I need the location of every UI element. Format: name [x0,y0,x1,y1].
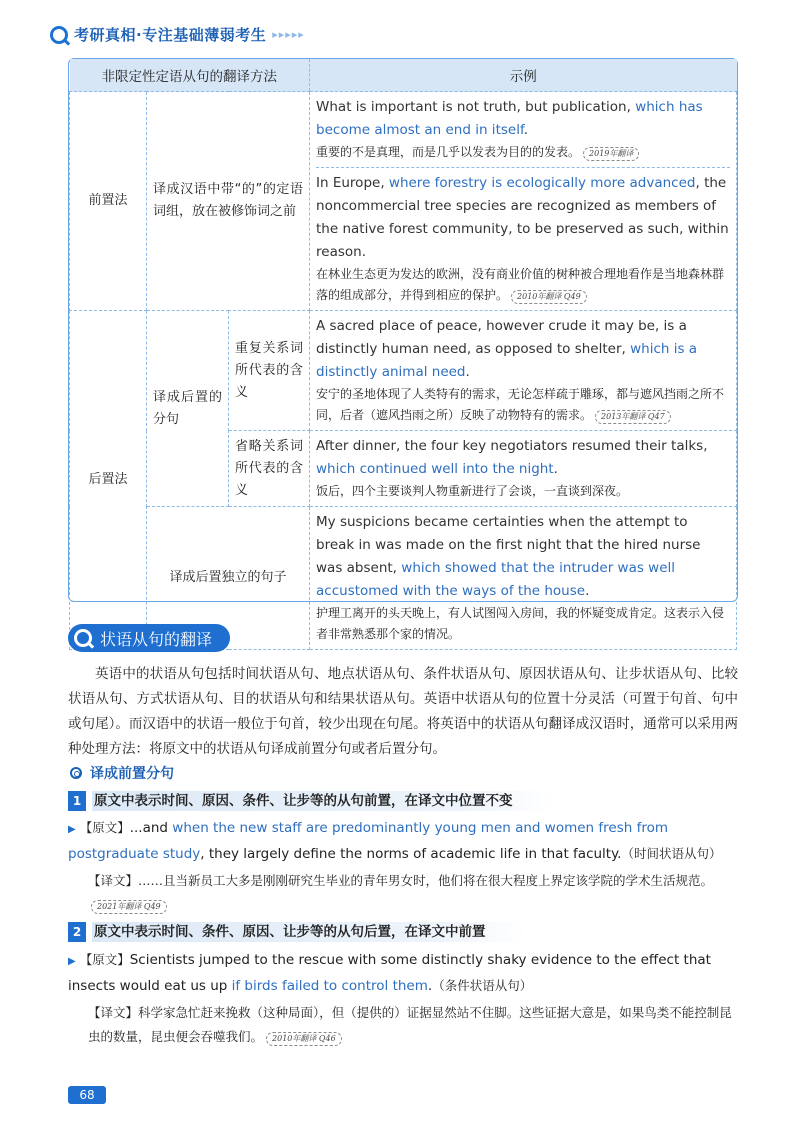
front-ex2-en: In Europe, where forestry is ecologically more advanced, the noncommercial tree species are recognized as members of the native forest community, to be preserved as such, within reason. [316,175,729,260]
method-front: 前置法 [70,92,147,311]
header-title: 考研真相·专注基础薄弱考生 [74,26,267,44]
search-logo-icon [50,26,68,44]
triangle-bullet-icon: ▶ [68,956,76,967]
section-intro: 英语中的状语从句包括时间状语从句、地点状语从句、条件状语从句、原因状语从句、让步状语从句、比较状语从句、方式状语从句、目的状语从句和结果状语从句。英语中状语从句的位置十分灵活（可置于句首、句中或句尾）。而汉语中的状语一般位于句首，较少出现在句尾。将英语中的状语从句翻译成汉语时，通常可以采用两种处理方法：将原文中的状语从句译成前置分句或者后置分句。 [68,666,738,757]
exam-tag: 2010年翻译 Q46 [266,1032,342,1046]
page-number: 68 [68,1086,106,1104]
front-ex1-en: What is important is not truth, but publication, which has become almost an end in itself. [316,99,703,138]
front-ex1-zh: 重要的不是真理，而是几乎以发表为目的的发表。 2019年翻译 [316,142,730,163]
subsection-title: 译成前置分句 [70,763,174,783]
back-indep-desc: 译成后置独立的句子 [147,507,310,650]
target-circle-icon [70,767,82,779]
front-desc: 译成汉语中带“的”的定语词组，放在被修饰词之前 [147,92,310,311]
exam-tag: 2019年翻译 [583,147,639,161]
back-clause-desc: 译成后置的分句 [147,311,229,507]
example-2: ▶ 【原文】Scientists jumped to the rescue with some distinctly shaky evidence to the effect that insects would eat us up if birds failed to control them.（条件状语从句） 【译文】科学家急忙赶来挽救（这种局面），但（提供的）证据显然站不住脚。这些证据大意是，如果鸟类不能控制昆虫的数量，昆虫便会吞噬我们。 2010年翻译 Q46 [68,952,732,1044]
header-arrows-icon: ▸▸▸▸▸ [272,28,305,41]
exam-tag: 2010年翻译 Q49 [511,290,587,304]
back-indep-example: My suspicions became certainties when the attempt to break in was made on the first night that the hired nurse was absent, which showed that the intruder was well accustomed with the ways of the house. 护理工离开的头天晚上，有人试图闯入房间，我的怀疑变成肯定。这表示入侵者非常熟悉那个家的情况。 [310,507,737,650]
back-sub2-example: After dinner, the four key negotiators resumed their talks, which continued well into the night. 饭后，四个主要谈判人物重新进行了会谈，一直谈到深夜。 [310,431,737,507]
rule-1: 1 原文中表示时间、原因、条件、让步等的从句前置，在译文中位置不变 [68,790,553,812]
rule-2: 2 原文中表示时间、条件、原因、让步等的从句后置，在译文中前置 [68,921,526,943]
triangle-bullet-icon: ▶ [68,824,76,835]
exam-tag: 2021年翻译 Q49 [91,900,167,914]
back-sub1-example: A sacred place of peace, however crude it may be, is a distinctly human need, as opposed to shelter, which is a distinctly animal need. 安宁的圣地体现了人类特有的需求，无论怎样疏于雕琢，都与遮风挡雨之所不同，后者（遮风挡雨之所）反映了动物特有的需求。 2013年翻译 Q47 [310,311,737,431]
front-examples [310,92,737,311]
col-method-header: 非限定性定语从句的翻译方法 [70,59,310,92]
front-ex2-zh: 在林业生态更为发达的欧洲，没有商业价值的树种被合理地看作是当地森林群落的组成部分，并得到相应的保护。 2010年翻译 Q49 [316,267,725,302]
page-header [50,24,305,45]
method-back: 后置法 [70,311,147,650]
col-example-header: 示例 [310,59,737,92]
back-sub1-desc: 重复关系词所代表的含义 [229,311,310,431]
exam-tag: 2013年翻译 Q47 [595,410,671,424]
example-1: ▶ 【原文】...and when the new staff are predominantly young men and women fresh from postgraduate study, they largely define the norms of academic life in that faculty.（时间状语从句） 【译文】……且当新员工大多是刚刚研究生毕业的青年男女时，他们将在很大程度上界定该学院的学术生活规范。2021年翻译 Q49 [68,816,740,917]
back-sub2-desc: 省略关系词所代表的含义 [229,431,310,507]
search-icon [74,629,92,647]
section-title: 状语从句的翻译 [68,624,230,652]
